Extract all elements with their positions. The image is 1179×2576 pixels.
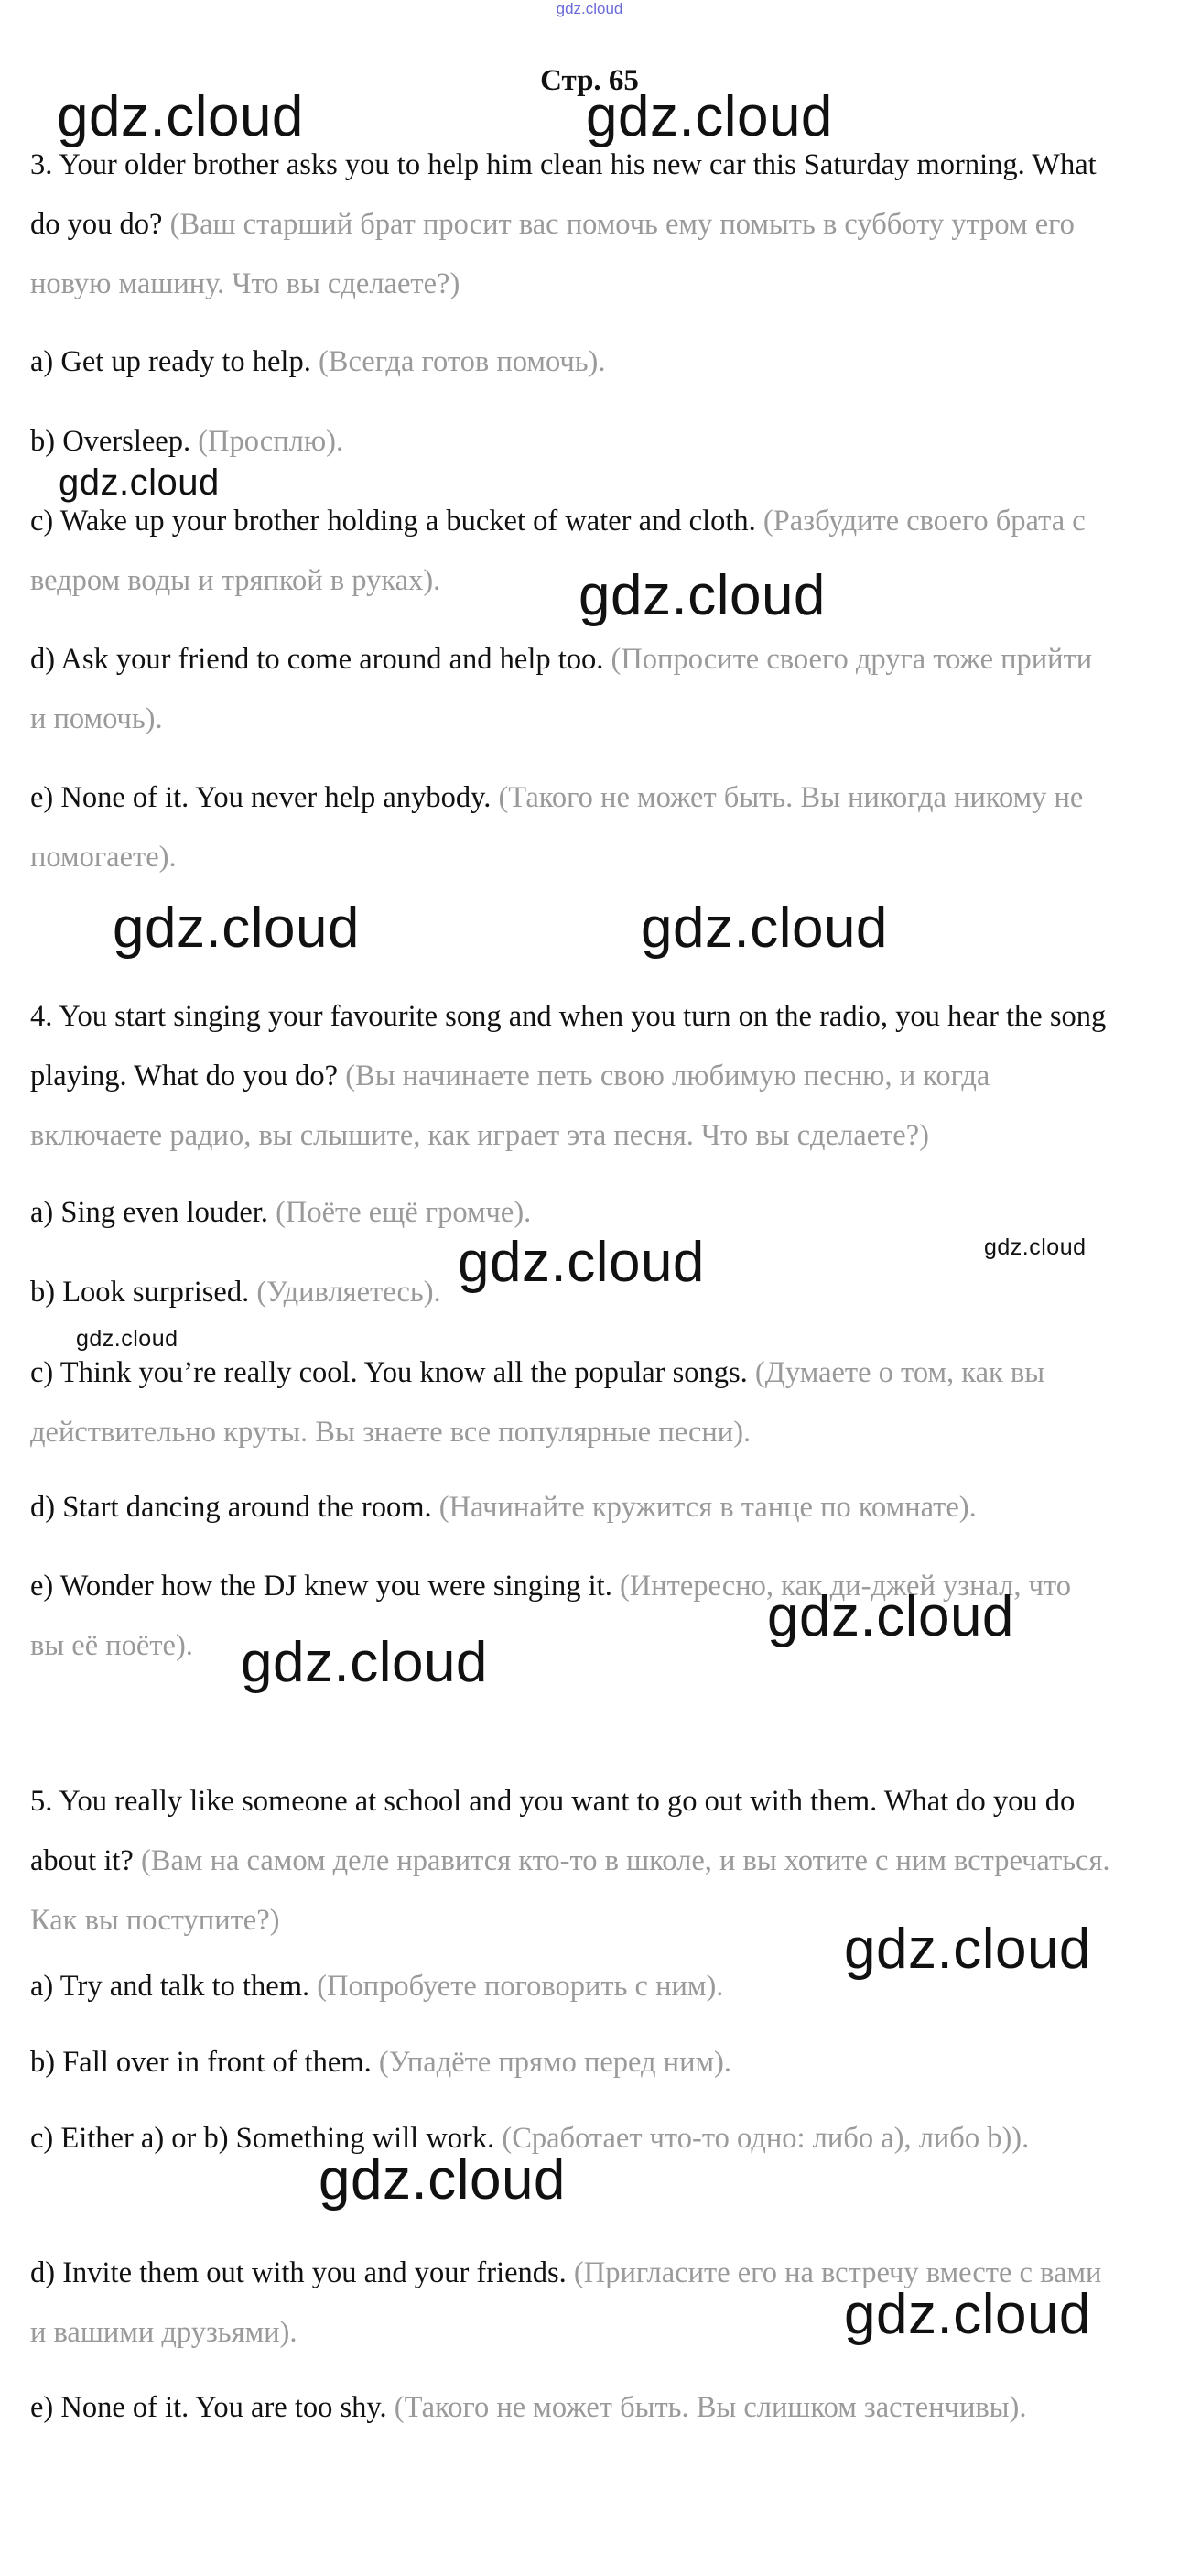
q4-option-a: a) Sing even louder. (Поёте ещё громче). — [30, 1196, 532, 1229]
q4-option-e: e) Wonder how the DJ knew you were singing it. (Интересно, как ди-джей узнал, что вы её поёте). — [30, 1570, 1072, 1662]
watermark: gdz.cloud — [844, 1918, 1091, 1981]
q5-question: 5. You really like someone at school and you want to go out with them. What do you do about it? (Вам на самом деле нравится кто-то в школе, и вы хотите с ним встречаться. Как вы поступите?) — [30, 1785, 1110, 1937]
q4-question: 4. You start singing your favourite song and when you turn on the radio, you hear the song playing. What do you do? (Вы начинаете петь свою любимую песню, и когда включаете радио, вы слышите, как играет эта песня. Что вы сделаете?) — [30, 1000, 1107, 1152]
q5-option-b: b) Fall over in front of them. (Упадёте прямо перед ним). — [30, 2046, 731, 2079]
q4-option-d: d) Start dancing around the room. (Начинайте кружится в танце по комнате). — [30, 1491, 977, 1524]
q5-option-e: e) None of it. You are too shy. (Такого не может быть. Вы слишком застенчивы). — [30, 2391, 1027, 2424]
watermark: gdz.cloud — [586, 85, 833, 148]
q3-option-e: e) None of it. You never help anybody. (Такого не может быть. Вы никогда никому не помогаете). — [30, 781, 1084, 874]
site-tag[interactable]: gdz.cloud — [556, 0, 623, 17]
watermark: gdz.cloud — [113, 897, 360, 960]
watermark: gdz.cloud — [844, 2283, 1091, 2346]
q3-question: 3. Your older brother asks you to help him clean his new car this Saturday morning. What do you do? (Ваш старший брат просит вас помочь ему помыть в субботу утром его новую машину. Что вы сделаете?) — [30, 148, 1097, 300]
q3-option-c: c) Wake up your brother holding a bucket of water and cloth. (Разбудите своего брата с ведром воды и тряпкой в руках). — [30, 505, 1086, 597]
watermark: gdz.cloud — [984, 1234, 1087, 1260]
q5-option-c: c) Either a) or b) Something will work. (Сработает что-то одно: либо а), либо b)). — [30, 2122, 1030, 2155]
watermark: gdz.cloud — [57, 85, 304, 148]
watermark: gdz.cloud — [458, 1231, 705, 1294]
watermark: gdz.cloud — [767, 1585, 1014, 1648]
watermark: gdz.cloud — [59, 462, 220, 503]
watermark: gdz.cloud — [579, 564, 826, 627]
q4-option-b: b) Look surprised. (Удивляетесь). — [30, 1276, 441, 1309]
q5-option-d: d) Invite them out with you and your friends. (Пригласите его на встречу вместе с вами и вашими друзьями). — [30, 2256, 1102, 2349]
watermark: gdz.cloud — [241, 1631, 488, 1694]
page-title: Стр. 65 — [540, 64, 639, 97]
q3-option-a: a) Get up ready to help. (Всегда готов помочь). — [30, 345, 606, 378]
q4-option-c: c) Think you’re really cool. You know all the popular songs. (Думаете о том, как вы действительно круты. Вы знаете все популярные песни). — [30, 1356, 1045, 1449]
watermark: gdz.cloud — [641, 897, 888, 960]
q3-option-d: d) Ask your friend to come around and help too. (Попросите своего друга тоже прийти и помочь). — [30, 643, 1093, 735]
q5-option-a: a) Try and talk to them. (Попробуете поговорить с ним). — [30, 1970, 724, 2003]
q3-option-b: b) Oversleep. (Просплю). — [30, 425, 344, 458]
watermark: gdz.cloud — [76, 1326, 178, 1352]
watermark: gdz.cloud — [319, 2148, 566, 2212]
